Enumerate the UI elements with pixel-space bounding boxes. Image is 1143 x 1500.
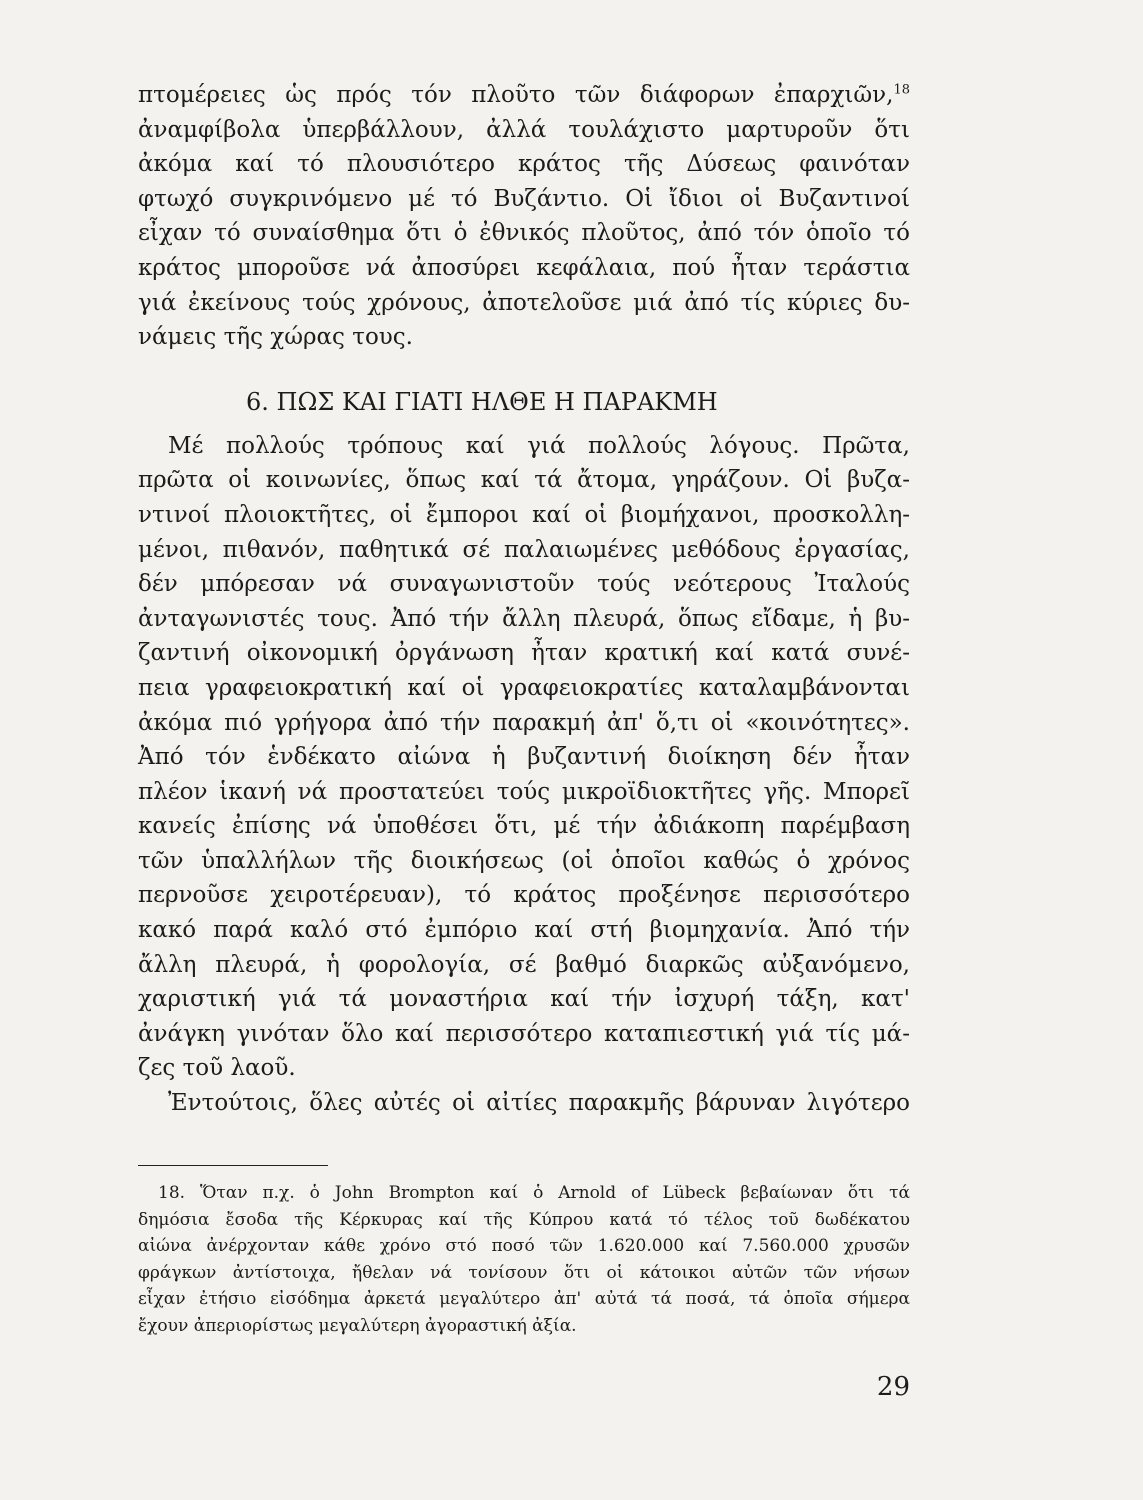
text-line: ἀκόμα καί τό πλουσιότερο κράτος τῆς Δύσεως φαινόταν	[138, 151, 910, 178]
text-line: δέν μπόρεσαν νά συναγωνιστοῦν τούς νεότερους Ἰταλούς	[138, 571, 910, 598]
footnote-18	[138, 1180, 910, 1339]
footnote-line: 18. Ὅταν π.χ. ὁ John Brompton καί ὁ Arnold of Lübeck βεβαίωναν ὅτι τά	[158, 1183, 910, 1203]
text-line: φτωχό συγκρινόμενο μέ τό Βυζάντιο. Οἱ ἴδιοι οἱ Βυζαντινοί	[138, 185, 910, 212]
text-line: Μέ πολλούς τρόπους καί γιά πολλούς λόγους. Πρῶτα,	[168, 432, 910, 459]
text-line: χαριστική γιά τά μοναστήρια καί τήν ἰσχυρή τάξη, κατ'	[138, 986, 910, 1013]
text-line: πρῶτα οἱ κοινωνίες, ὅπως καί τά ἄτομα, γηράζουν. Οἱ βυζα-	[138, 467, 910, 494]
text-line: Ἀπό τόν ἑνδέκατο αἰώνα ἡ βυζαντινή διοίκηση δέν ἦταν	[138, 744, 910, 771]
paragraph-3	[138, 1086, 910, 1121]
text-line: πεια γραφειοκρατική καί οἱ γραφειοκρατίες καταλαμβάνονται	[138, 674, 910, 701]
text-line: ἀνταγωνιστές τους. Ἀπό τήν ἄλλη πλευρά, ὅπως εἴδαμε, ἡ βυ-	[138, 605, 910, 632]
page-number: 29	[876, 1372, 910, 1402]
footnote-marker[interactable]: 18	[893, 82, 910, 98]
main-text	[138, 78, 910, 1121]
text-line: κανείς ἐπίσης νά ὑποθέσει ὅτι, μέ τήν ἀδιάκοπη παρέμβαση	[138, 813, 910, 840]
paragraph-2	[138, 429, 910, 1086]
text-line: ἀνάγκη γινόταν ὅλο καί περισσότερο καταπιεστική γιά τίς μά-	[138, 1020, 910, 1047]
text-line: ἀκόμα πιό γρήγορα ἀπό τήν παρακμή ἀπ' ὅ,τι οἱ «κοινότητες».	[138, 709, 910, 736]
text-line: τῶν ὑπαλλήλων τῆς διοικήσεως (οἱ ὁποῖοι καθώς ὁ χρόνος	[138, 847, 910, 874]
section-heading: 6. ΠΩΣ ΚΑΙ ΓΙΑΤΙ ΗΛΘΕ Η ΠΑΡΑΚΜΗ	[246, 387, 718, 416]
text-line: ἄλλη πλευρά, ἡ φορολογία, σέ βαθμό διαρκῶς αὐξανόμενο,	[138, 951, 910, 978]
footnote-line: εἶχαν ἐτήσιο εἰσόδημα ἀρκετά μεγαλύτερο ἀπ' αὐτά τά ποσά, τά ὁποῖα σήμερα	[138, 1289, 910, 1309]
footnote-divider	[138, 1165, 328, 1166]
text-line: νάμεις τῆς χώρας τους.	[138, 324, 413, 351]
text-line: ντινοί πλοιοκτῆτες, οἱ ἔμποροι καί οἱ βιομήχανοι, προσκολλη-	[138, 501, 910, 528]
text-line: μένοι, πιθανόν, παθητικά σέ παλαιωμένες μεθόδους ἐργασίας,	[138, 536, 910, 563]
text-line: Ἐντούτοις, ὅλες αὐτές οἱ αἰτίες παρακμῆς βάρυναν λιγότερο	[168, 1090, 910, 1117]
text-line: ζες τοῦ λαοῦ.	[138, 1055, 296, 1082]
text-line: γιά ἐκείνους τούς χρόνους, ἀποτελοῦσε μιά ἀπό τίς κύριες δυ-	[138, 289, 910, 316]
footnote-line: φράγκων ἀντίστοιχα, ἤθελαν νά τονίσουν ὅτι οἱ κάτοικοι αὐτῶν τῶν νήσων	[138, 1262, 910, 1283]
footnote-line: δημόσια ἔσοδα τῆς Κέρκυρας καί τῆς Κύπρου κατά τό τέλος τοῦ δωδέκατου	[138, 1209, 910, 1230]
text-line: ζαντινή οἰκονομική ὀργάνωση ἦταν κρατική καί κατά συνέ-	[138, 640, 910, 667]
text-line: εἶχαν τό συναίσθημα ὅτι ὁ ἐθνικός πλοῦτος, ἀπό τόν ὁποῖο τό	[138, 220, 910, 247]
text-line: περνοῦσε χειροτέρευαν), τό κράτος προξένησε περισσότερο	[138, 882, 910, 909]
text-line: κράτος μποροῦσε νά ἀποσύρει κεφάλαια, πού ἦταν τεράστια	[138, 254, 910, 281]
footnote-line: αἰώνα ἀνέρχονταν κάθε χρόνο στό ποσό τῶν 1.620.000 καί 7.560.000 χρυσῶν	[138, 1236, 910, 1256]
text-line: πτομέρειες ὡς πρός τόν πλοῦτο τῶν διάφορων ἐπαρχιῶν,$^{18}$	[138, 82, 910, 108]
paragraph-1	[138, 78, 910, 355]
text-line: ἀναμφίβολα ὑπερβάλλουν, ἀλλά τουλάχιστο μαρτυροῦν ὅτι	[138, 116, 910, 143]
text-line: κακό παρά καλό στό ἐμπόριο καί στή βιομηχανία. Ἀπό τήν	[138, 917, 910, 944]
text-line: πλέον ἱκανή νά προστατεύει τούς μικροϊδιοκτῆτες γῆς. Μπορεῖ	[138, 778, 910, 805]
footnote-line: ἔχουν ἀπεριορίστως μεγαλύτερη ἀγοραστική ἀξία.	[138, 1315, 577, 1336]
